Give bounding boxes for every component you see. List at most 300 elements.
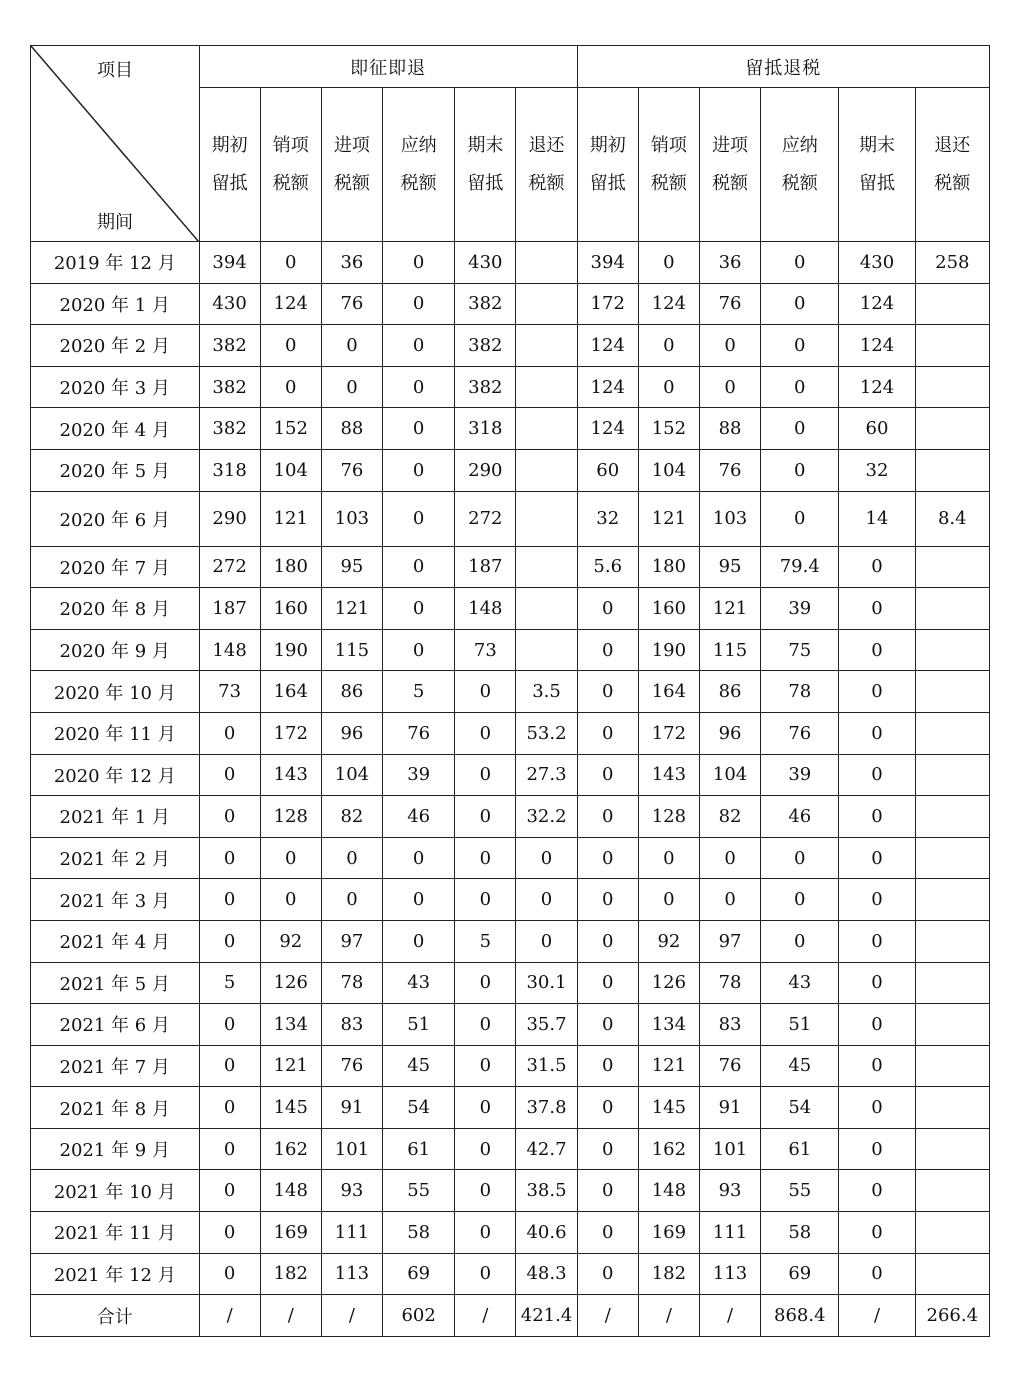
group-header-immediate-refund: 即征即退 (199, 46, 577, 88)
table-row (31, 1045, 990, 1087)
value-cell: 35.7 (516, 1004, 577, 1046)
column-header-right-2: 销项 税额 (638, 88, 699, 242)
period-cell: 2020 年 9 月 (31, 629, 200, 671)
value-cell: 76 (699, 1045, 760, 1087)
value-cell: 0 (260, 837, 321, 879)
value-cell (915, 1004, 989, 1046)
value-cell: 39 (761, 754, 839, 796)
value-cell (915, 325, 989, 367)
value-cell: 76 (383, 712, 455, 754)
value-cell: / (699, 1295, 760, 1337)
value-cell: 91 (321, 1087, 382, 1129)
value-cell: 272 (199, 546, 260, 588)
value-cell: 0 (839, 754, 915, 796)
value-cell: 39 (383, 754, 455, 796)
value-cell: 0 (577, 1253, 638, 1295)
value-cell: 164 (638, 671, 699, 713)
value-cell (915, 796, 989, 838)
value-cell: 101 (699, 1128, 760, 1170)
column-header-right-4: 应纳 税额 (761, 88, 839, 242)
value-cell: 97 (321, 920, 382, 962)
period-cell: 2020 年 4 月 (31, 408, 200, 450)
value-cell: 76 (321, 283, 382, 325)
value-cell: 104 (638, 449, 699, 491)
value-cell: 382 (455, 283, 516, 325)
value-cell: 58 (761, 1212, 839, 1254)
value-cell: / (199, 1295, 260, 1337)
value-cell: 0 (577, 754, 638, 796)
value-cell: 0 (199, 1045, 260, 1087)
value-cell: 0 (839, 1212, 915, 1254)
value-cell: 160 (638, 588, 699, 630)
value-cell: 38.5 (516, 1170, 577, 1212)
table-row (31, 1253, 990, 1295)
value-cell: 0 (455, 1087, 516, 1129)
value-cell: 124 (260, 283, 321, 325)
value-cell: 0 (577, 1004, 638, 1046)
column-header-left-3: 进项 税额 (321, 88, 382, 242)
value-cell: / (638, 1295, 699, 1337)
value-cell: 113 (321, 1253, 382, 1295)
value-cell: 148 (260, 1170, 321, 1212)
value-cell: 162 (638, 1128, 699, 1170)
value-cell: 0 (516, 879, 577, 921)
value-cell: 0 (383, 837, 455, 879)
value-cell: 0 (455, 837, 516, 879)
value-cell: 91 (699, 1087, 760, 1129)
value-cell: 103 (321, 491, 382, 546)
value-cell: 0 (383, 629, 455, 671)
table-row (31, 754, 990, 796)
value-cell: 3.5 (516, 671, 577, 713)
value-cell: 0 (638, 879, 699, 921)
value-cell: 128 (638, 796, 699, 838)
value-cell: 182 (638, 1253, 699, 1295)
value-cell: 95 (699, 546, 760, 588)
value-cell: 124 (839, 325, 915, 367)
value-cell (915, 837, 989, 879)
value-cell: 0 (383, 491, 455, 546)
value-cell: 0 (199, 920, 260, 962)
value-cell: 40.6 (516, 1212, 577, 1254)
period-cell: 2021 年 9 月 (31, 1128, 200, 1170)
table-row (31, 879, 990, 921)
value-cell: 180 (638, 546, 699, 588)
period-cell: 2021 年 5 月 (31, 962, 200, 1004)
value-cell: 0 (577, 1212, 638, 1254)
value-cell: 124 (839, 283, 915, 325)
value-cell: 39 (761, 588, 839, 630)
table-row (31, 1087, 990, 1129)
value-cell: 5 (199, 962, 260, 1004)
value-cell: 0 (199, 1253, 260, 1295)
period-cell: 2020 年 6 月 (31, 491, 200, 546)
value-cell: 115 (321, 629, 382, 671)
value-cell: 187 (199, 588, 260, 630)
value-cell: 0 (761, 366, 839, 408)
value-cell: 104 (321, 754, 382, 796)
value-cell: 42.7 (516, 1128, 577, 1170)
value-cell: 96 (699, 712, 760, 754)
value-cell (516, 325, 577, 367)
value-cell: 0 (321, 879, 382, 921)
column-header-left-4: 应纳 税额 (383, 88, 455, 242)
value-cell: 51 (761, 1004, 839, 1046)
value-cell: 43 (761, 962, 839, 1004)
value-cell: 0 (699, 325, 760, 367)
value-cell: 162 (260, 1128, 321, 1170)
value-cell: 148 (455, 588, 516, 630)
value-cell: 0 (699, 837, 760, 879)
value-cell: 121 (260, 1045, 321, 1087)
value-cell: 0 (577, 1087, 638, 1129)
period-cell: 2021 年 4 月 (31, 920, 200, 962)
value-cell: 152 (260, 408, 321, 450)
value-cell: 0 (839, 546, 915, 588)
value-cell: 0 (383, 408, 455, 450)
value-cell: 73 (199, 671, 260, 713)
value-cell: 318 (199, 449, 260, 491)
value-cell: 104 (699, 754, 760, 796)
period-cell: 2021 年 2 月 (31, 837, 200, 879)
period-cell: 2020 年 11 月 (31, 712, 200, 754)
value-cell: 8.4 (915, 491, 989, 546)
value-cell: 76 (699, 449, 760, 491)
value-cell: 76 (321, 1045, 382, 1087)
period-cell: 2021 年 10 月 (31, 1170, 200, 1212)
period-cell: 2021 年 3 月 (31, 879, 200, 921)
value-cell: 58 (383, 1212, 455, 1254)
value-cell: 182 (260, 1253, 321, 1295)
value-cell (915, 1253, 989, 1295)
value-cell: 0 (839, 1004, 915, 1046)
corner-header-cell (31, 46, 200, 242)
period-cell: 2021 年 6 月 (31, 1004, 200, 1046)
value-cell: 82 (699, 796, 760, 838)
value-cell: 88 (321, 408, 382, 450)
value-cell: 868.4 (761, 1295, 839, 1337)
value-cell: 0 (839, 1253, 915, 1295)
value-cell: 0 (638, 366, 699, 408)
value-cell: 0 (199, 712, 260, 754)
item-label: 项目 (97, 60, 133, 81)
value-cell (915, 1212, 989, 1254)
value-cell: 0 (839, 1087, 915, 1129)
value-cell: 430 (455, 242, 516, 284)
value-cell: 0 (839, 671, 915, 713)
value-cell: 0 (577, 1128, 638, 1170)
value-cell: 128 (260, 796, 321, 838)
value-cell: 78 (699, 962, 760, 1004)
value-cell: 0 (839, 837, 915, 879)
value-cell: 169 (638, 1212, 699, 1254)
value-cell: 111 (321, 1212, 382, 1254)
value-cell: 0 (577, 1170, 638, 1212)
column-header-left-5: 期末 留抵 (455, 88, 516, 242)
value-cell: 14 (839, 491, 915, 546)
value-cell: 290 (455, 449, 516, 491)
value-cell: 55 (383, 1170, 455, 1212)
value-cell: 0 (761, 449, 839, 491)
value-cell: / (455, 1295, 516, 1337)
value-cell: 54 (761, 1087, 839, 1129)
value-cell (915, 588, 989, 630)
period-label: 期间 (97, 212, 133, 233)
column-header-left-2: 销项 税额 (260, 88, 321, 242)
period-cell: 2020 年 3 月 (31, 366, 200, 408)
table-row (31, 408, 990, 450)
value-cell: 143 (260, 754, 321, 796)
value-cell: 0 (839, 879, 915, 921)
value-cell: 0 (761, 408, 839, 450)
value-cell: 104 (260, 449, 321, 491)
value-cell: 0 (577, 962, 638, 1004)
value-cell (516, 629, 577, 671)
value-cell: 0 (577, 1045, 638, 1087)
value-cell: 382 (199, 366, 260, 408)
value-cell: 5 (455, 920, 516, 962)
value-cell: 82 (321, 796, 382, 838)
value-cell: 0 (839, 588, 915, 630)
value-cell: 103 (699, 491, 760, 546)
value-cell: 0 (383, 588, 455, 630)
value-cell: 96 (321, 712, 382, 754)
value-cell: 0 (577, 837, 638, 879)
value-cell: 78 (321, 962, 382, 1004)
value-cell: 258 (915, 242, 989, 284)
value-cell: 0 (199, 754, 260, 796)
value-cell (915, 754, 989, 796)
value-cell: 0 (761, 491, 839, 546)
value-cell: 0 (199, 1212, 260, 1254)
value-cell (915, 1045, 989, 1087)
value-cell: 61 (761, 1128, 839, 1170)
table-row (31, 629, 990, 671)
value-cell (915, 920, 989, 962)
table-row (31, 920, 990, 962)
value-cell: 115 (699, 629, 760, 671)
value-cell: 86 (321, 671, 382, 713)
value-cell: 180 (260, 546, 321, 588)
value-cell: 0 (260, 325, 321, 367)
value-cell: 0 (383, 546, 455, 588)
value-cell: 37.8 (516, 1087, 577, 1129)
value-cell: 31.5 (516, 1045, 577, 1087)
value-cell (915, 366, 989, 408)
value-cell: 0 (839, 796, 915, 838)
value-cell: 83 (321, 1004, 382, 1046)
column-header-right-1: 期初 留抵 (577, 88, 638, 242)
value-cell: 76 (699, 283, 760, 325)
value-cell: 86 (699, 671, 760, 713)
value-cell: 382 (455, 325, 516, 367)
value-cell: 0 (577, 879, 638, 921)
value-cell: 0 (260, 366, 321, 408)
value-cell: 0 (383, 879, 455, 921)
value-cell: 36 (321, 242, 382, 284)
value-cell: 0 (455, 962, 516, 1004)
value-cell: 0 (516, 837, 577, 879)
value-cell: 53.2 (516, 712, 577, 754)
value-cell (915, 712, 989, 754)
value-cell: 169 (260, 1212, 321, 1254)
value-cell (915, 879, 989, 921)
value-cell (516, 449, 577, 491)
value-cell: / (577, 1295, 638, 1337)
value-cell: 172 (577, 283, 638, 325)
value-cell: 0 (383, 325, 455, 367)
value-cell: 394 (199, 242, 260, 284)
value-cell: 73 (455, 629, 516, 671)
value-cell (915, 1087, 989, 1129)
value-cell: 0 (839, 920, 915, 962)
value-cell: 0 (199, 1004, 260, 1046)
value-cell (516, 491, 577, 546)
value-cell: 88 (699, 408, 760, 450)
period-cell: 2021 年 11 月 (31, 1212, 200, 1254)
period-cell: 2020 年 7 月 (31, 546, 200, 588)
value-cell: 145 (638, 1087, 699, 1129)
value-cell: 134 (638, 1004, 699, 1046)
value-cell: 0 (577, 629, 638, 671)
value-cell: 0 (199, 1128, 260, 1170)
value-cell: 0 (455, 796, 516, 838)
period-cell: 2021 年 7 月 (31, 1045, 200, 1087)
value-cell: 0 (839, 962, 915, 1004)
value-cell: 113 (699, 1253, 760, 1295)
value-cell: 190 (260, 629, 321, 671)
value-cell: 0 (699, 366, 760, 408)
value-cell: 126 (260, 962, 321, 1004)
value-cell: 0 (383, 920, 455, 962)
column-header-left-6: 退还 税额 (516, 88, 577, 242)
value-cell: 95 (321, 546, 382, 588)
value-cell: 0 (455, 1253, 516, 1295)
value-cell: 92 (638, 920, 699, 962)
table-row (31, 325, 990, 367)
value-cell: 97 (699, 920, 760, 962)
value-cell: 45 (383, 1045, 455, 1087)
table-body (31, 242, 990, 1337)
value-cell: 32 (577, 491, 638, 546)
value-cell: 121 (321, 588, 382, 630)
value-cell (915, 671, 989, 713)
value-cell: 145 (260, 1087, 321, 1129)
value-cell: 0 (321, 837, 382, 879)
value-cell: 5.6 (577, 546, 638, 588)
value-cell: 382 (199, 408, 260, 450)
value-cell: / (260, 1295, 321, 1337)
value-cell: 0 (455, 712, 516, 754)
table-row (31, 712, 990, 754)
value-cell: 69 (383, 1253, 455, 1295)
table-row (31, 1170, 990, 1212)
value-cell: 172 (638, 712, 699, 754)
period-cell: 2020 年 8 月 (31, 588, 200, 630)
value-cell: 111 (699, 1212, 760, 1254)
value-cell: 0 (577, 796, 638, 838)
value-cell: 36 (699, 242, 760, 284)
column-header-right-5: 期末 留抵 (839, 88, 915, 242)
table-row (31, 283, 990, 325)
value-cell (915, 1128, 989, 1170)
value-cell: 43 (383, 962, 455, 1004)
value-cell: 0 (839, 1045, 915, 1087)
value-cell (915, 629, 989, 671)
value-cell: 124 (577, 408, 638, 450)
value-cell (516, 283, 577, 325)
value-cell: 124 (577, 325, 638, 367)
table-row (31, 1004, 990, 1046)
value-cell: 48.3 (516, 1253, 577, 1295)
period-cell: 2021 年 12 月 (31, 1253, 200, 1295)
value-cell (915, 1170, 989, 1212)
value-cell: 0 (577, 712, 638, 754)
period-cell: 2021 年 8 月 (31, 1087, 200, 1129)
value-cell: 0 (199, 879, 260, 921)
column-header-right-3: 进项 税额 (699, 88, 760, 242)
value-cell: 0 (839, 1170, 915, 1212)
value-cell: 0 (455, 1212, 516, 1254)
table-row (31, 837, 990, 879)
value-cell: 0 (839, 712, 915, 754)
total-row (31, 1295, 990, 1337)
value-cell: 126 (638, 962, 699, 1004)
value-cell: 5 (383, 671, 455, 713)
value-cell: 75 (761, 629, 839, 671)
period-cell: 合计 (31, 1295, 200, 1337)
table-row (31, 796, 990, 838)
value-cell: 30.1 (516, 962, 577, 1004)
value-cell: 0 (383, 449, 455, 491)
value-cell (516, 546, 577, 588)
table-row (31, 588, 990, 630)
value-cell: 32 (839, 449, 915, 491)
value-cell: 0 (638, 325, 699, 367)
period-cell: 2020 年 2 月 (31, 325, 200, 367)
value-cell: 121 (638, 491, 699, 546)
value-cell: 69 (761, 1253, 839, 1295)
value-cell: 60 (839, 408, 915, 450)
value-cell: 602 (383, 1295, 455, 1337)
table-row (31, 1128, 990, 1170)
value-cell: 0 (839, 1128, 915, 1170)
value-cell: / (321, 1295, 382, 1337)
value-cell: 382 (199, 325, 260, 367)
value-cell: 148 (638, 1170, 699, 1212)
table-row (31, 671, 990, 713)
value-cell: 0 (761, 283, 839, 325)
value-cell (516, 242, 577, 284)
period-cell: 2020 年 12 月 (31, 754, 200, 796)
value-cell: 272 (455, 491, 516, 546)
value-cell: 60 (577, 449, 638, 491)
value-cell (516, 408, 577, 450)
value-cell: 0 (455, 1128, 516, 1170)
value-cell: 0 (638, 242, 699, 284)
value-cell: 143 (638, 754, 699, 796)
table-row (31, 242, 990, 284)
value-cell: 101 (321, 1128, 382, 1170)
value-cell: 121 (260, 491, 321, 546)
value-cell (915, 962, 989, 1004)
table-row (31, 546, 990, 588)
value-cell: 0 (761, 920, 839, 962)
table-row (31, 449, 990, 491)
value-cell: 93 (321, 1170, 382, 1212)
value-cell: 430 (199, 283, 260, 325)
value-cell: 51 (383, 1004, 455, 1046)
